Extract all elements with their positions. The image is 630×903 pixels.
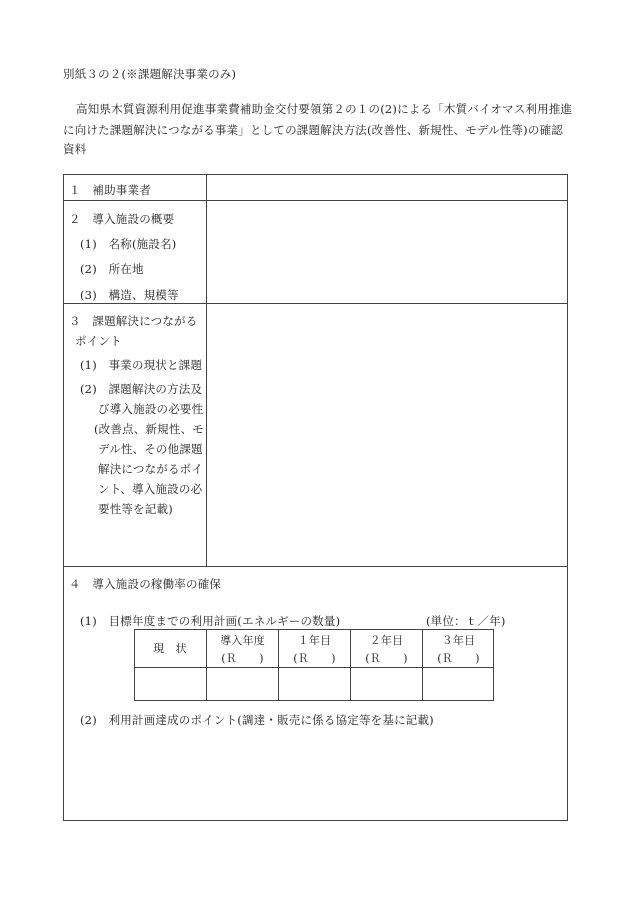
table-header-year: ２年目 [369,634,404,647]
table-cell-intro-year[interactable] [207,668,278,700]
table-header-status: 現 状 [153,642,187,655]
section-2-title: ２ 導入施設の概要 [69,212,175,226]
section-4-sub-1: (1) 目標年度までの利用計画(エネルギーの数量) [80,614,341,628]
section-1-label: １ 補助事業者 [69,183,151,197]
table-cell-year-2[interactable] [351,668,422,700]
section-3-title: ３ 課題解決につながる [69,314,198,328]
subsidy-recipient-field[interactable] [207,175,567,200]
section-2-item-name: (1) 名称(施設名) [80,237,177,251]
table-cell-status[interactable] [135,668,206,700]
section-3-item-2-line: 要性等を記載) [98,502,173,516]
section-2-item-structure: (3) 構造、規模等 [80,288,179,302]
intro-line-3: 資料 [63,142,87,156]
table-header-year: １年目 [297,634,332,647]
table-header-era: (Ｒ ) [437,652,480,665]
table-cell-year-3[interactable] [423,668,493,700]
section-3-item-2: (2) 課題解決の方法及 [80,382,203,396]
intro-line-2: に向けた課題解決につながる事業」としての課題解決方法(改善性、新規性、モデル性等)の確認 [63,123,563,137]
section-4-title: ４ 導入施設の稼働率の確保 [69,577,222,591]
section-3-item-2-line: び導入施設の必要性 [98,402,204,416]
table-cell-year-1[interactable] [279,668,350,700]
table-header-era: (Ｒ ) [365,652,408,665]
plan-achievement-field[interactable] [64,732,567,820]
intro-line-1: 高知県木質資源利用促進事業費補助金交付要領第２の１の(2)による「木質バイオマス利用推進 [76,102,573,116]
row-separator [63,566,568,567]
table-header-era: (Ｒ ) [293,652,336,665]
section-2-item-location: (2) 所在地 [80,262,144,276]
section-3-item-1: (1) 事業の現状と課題 [80,358,203,372]
section-3-item-2-line: (改善点、新規性、モ [94,422,204,436]
section-3-item-2-line: 解決につながるポイ [98,462,204,476]
table-header-era: (Ｒ ) [221,652,264,665]
solution-points-field[interactable] [207,304,567,566]
document-header: 別紙３の２(※課題解決事業のみ) [63,67,237,81]
unit-label: (単位：ｔ／年) [426,614,506,628]
table-header-year: ３年目 [441,634,476,647]
table-header-year: 導入年度 [220,634,265,647]
section-3-item-2-line: ント、導入施設の必 [98,482,203,496]
section-3-item-2-line: デル性、その他課題 [98,442,203,456]
section-3-title-cont: ポイント [75,334,122,348]
facility-overview-field[interactable] [207,201,567,303]
section-4-sub-2: (2) 利用計画達成のポイント(調達・販売に係る協定等を基に記載) [80,713,434,727]
